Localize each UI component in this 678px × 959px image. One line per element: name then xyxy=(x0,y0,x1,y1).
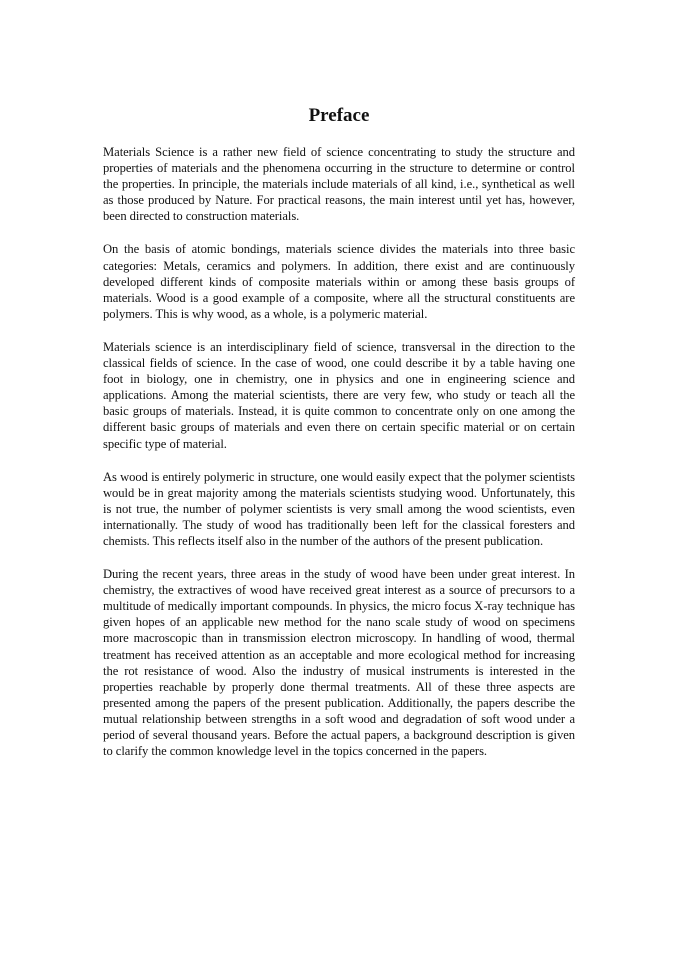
paragraph-1: Materials Science is a rather new field of science concentrating to study the structure and properties of materials and the phenomena occurring in the structure to determine or control the properties. In principle, the materials include materials of all kind, i.e., synthetical as well as those produced by Nature. For practical reasons, the main interest until yet has, however, been directed to construction materials. xyxy=(103,145,575,224)
paragraph-3: Materials science is an interdisciplinary field of science, transversal in the direction to the classical fields of science. In the case of wood, one could describe it by a table having one foot in biology, one in chemistry, one in physics and one in engineering science and applications. Among the material scientists, there are very few, who study or teach all the basic groups of materials. Instead, it is quite common to concentrate only on one among the different basic groups of materials and even there on certain specific material or on certain specific type of material. xyxy=(103,339,575,451)
paragraph-2: On the basis of atomic bondings, materials science divides the materials into three basic categories: Metals, ceramics and polymers. In addition, there exist and are continuously developed different kinds of composite materials within or among these basis groups of materials. Wood is a good example of a composite, where all the structural constituents are polymers. This is why wood, as a whole, is a polymeric material. xyxy=(103,242,575,321)
paragraph-5: During the recent years, three areas in the study of wood have been under great interest. In chemistry, the extractives of wood have received great interest as a source of precursors to a multitude of medically important compounds. In physics, the micro focus X-ray technique has given hopes of an applicable new method for the nano scale study of wood on specimens more macroscopic than in transmission electron microscopy. In handling of wood, thermal treatment has received attention as an acceptable and more ecological method for increasing the rot resistance of wood. Also the industry of musical instruments is interested in the properties reachable by properly done thermal treatments. All of these three aspects are presented among the papers of the present publication. Additionally, the papers describe the mutual relationship between strengths in a soft wood and degradation of soft wood under a period of several thousand years. Before the actual papers, a background description is given to clarify the common knowledge level in the topics concerned in the papers. xyxy=(103,567,575,759)
document-page xyxy=(103,104,575,776)
page-title: Preface xyxy=(308,105,370,126)
paragraph-4: As wood is entirely polymeric in structure, one would easily expect that the polymer scientists would be in great majority among the materials scientists studying wood. Unfortunately, this is not true, the number of polymer scientists is very small among the wood scientists, even internationally. The study of wood has traditionally been left for the classical foresters and chemists. This reflects itself also in the number of the authors of the present publication. xyxy=(103,469,575,548)
